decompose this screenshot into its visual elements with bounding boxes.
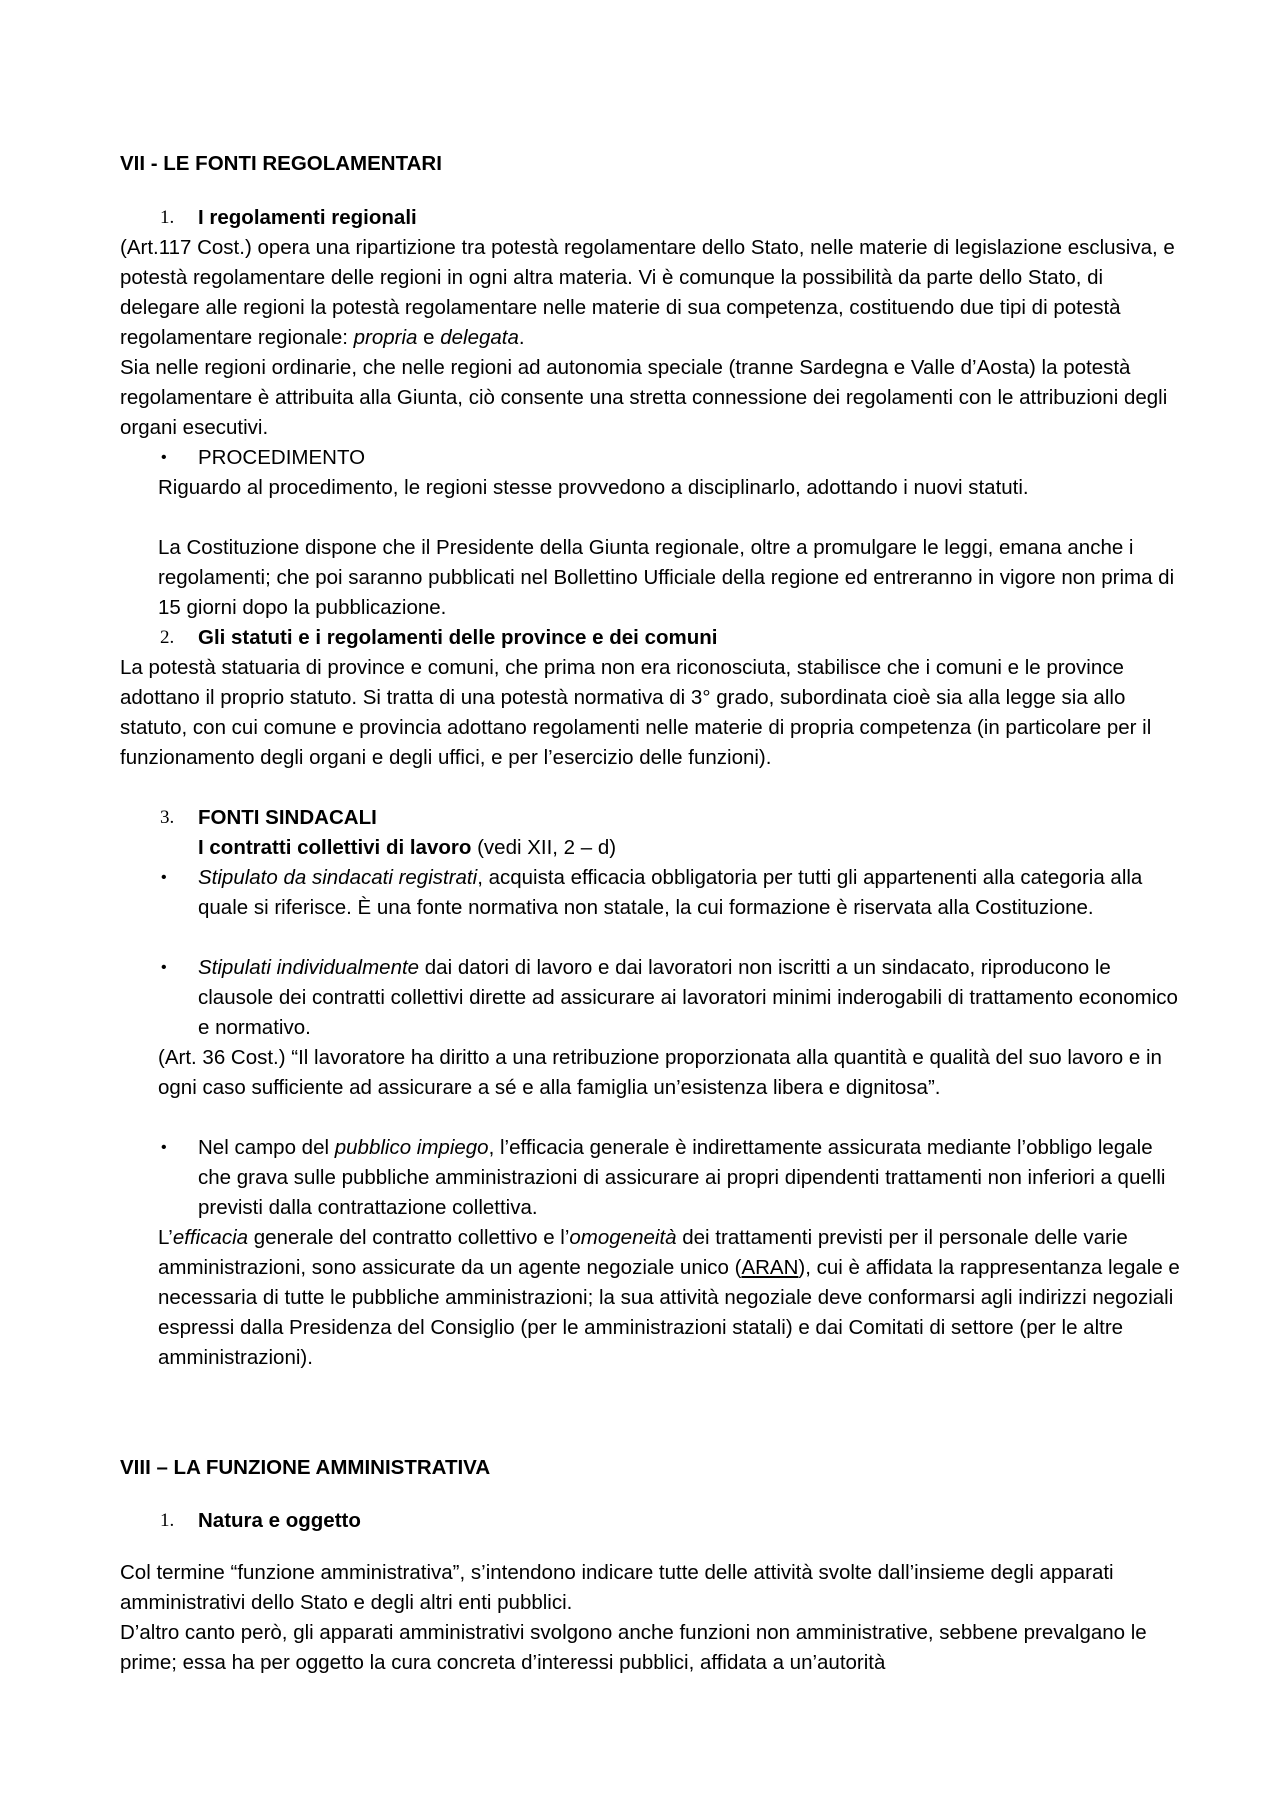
- paragraph: [158, 1223, 1180, 1373]
- bullet-paragraph: [198, 1133, 1180, 1223]
- text-italic: efficacia: [172, 1226, 249, 1249]
- text: generale del contratto collettivo e l’: [248, 1226, 570, 1249]
- text: dei trattamenti previsti per il personale delle varie amministrazioni, sono assicurate da un agente negoziale unico (: [158, 1226, 1128, 1279]
- paragraph: Sia nelle regioni ordinarie, che nelle regioni ad autonomia speciale (tranne Sardegna e Valle d’Aosta) la potestà regolamentare è attribuita alla Giunta, ciò consente una stretta connessione dei regolamenti con le attribuzioni degli organi esecutivi.: [120, 356, 1168, 439]
- heading-fonti-sindacali: FONTI SINDACALI: [198, 806, 377, 829]
- heading-regolamenti-regionali: I regolamenti regionali: [198, 206, 417, 229]
- bullet: •: [161, 959, 167, 976]
- text: , l’efficacia generale è indirettamente assicurata mediante l’obbligo legale che grava sulle pubbliche amministrazioni di assicurare ai propri dipendenti trattamenti non inferiori a quelli previsti dalla contrattazione collettiva.: [198, 1136, 1166, 1219]
- list-number: 2.: [160, 627, 175, 648]
- text: L’: [158, 1226, 173, 1249]
- bullet: •: [161, 449, 167, 466]
- text-italic: pubblico impiego: [334, 1136, 489, 1159]
- text-underlined: ARAN: [741, 1256, 799, 1279]
- list-number: 3.: [160, 807, 175, 828]
- paragraph: Riguardo al procedimento, le regioni stesse provvedono a disciplinarlo, adottando i nuovi statuti.: [158, 476, 1029, 499]
- section-title-viii: VIII – LA FUNZIONE AMMINISTRATIVA: [120, 1456, 491, 1479]
- paragraph: La Costituzione dispone che il Presidente della Giunta regionale, oltre a promulgare le leggi, emana anche i regolamenti; che poi saranno pubblicati nel Bollettino Ufficiale della regione ed entreranno in vigore non prima di 15 giorni dopo la pubblicazione.: [158, 536, 1175, 619]
- paragraph: D’altro canto però, gli apparati amministrativi svolgono anche funzioni non amministrative, sebbene prevalgano le prime; essa ha per oggetto la cura concreta d’interessi pubblici, affidata a un’autorità: [120, 1621, 1147, 1674]
- list-number: 1.: [160, 207, 175, 228]
- list-number: 1.: [160, 1510, 175, 1531]
- paragraph: [120, 233, 1180, 353]
- text-italic: propria: [353, 326, 418, 349]
- bullet: •: [161, 869, 167, 886]
- bullet-paragraph: [198, 863, 1180, 923]
- sub-heading-contratti: [198, 833, 1098, 863]
- paragraph: La potestà statuaria di province e comuni, che prima non era riconosciuta, stabilisce che i comuni e le province adottano il proprio statuto. Si tratta di una potestà normativa di 3° grado, subordinata cioè sia alla legge sia allo statuto, con cui comune e provincia adottano regolamenti nelle materie di propria competenza (in particolare per il funzionamento degli organi e degli uffici, e per l’esercizio delle funzioni).: [120, 656, 1152, 769]
- bullet: •: [161, 1139, 167, 1156]
- text: ), cui è affidata la rappresentanza legale e necessaria di tutte le pubbliche amministrazioni; la sua attività negoziale deve conformarsi agli indirizzi negoziali espressi dalla Presidenza del Consiglio (per le amministrazioni statali) e dai Comitati di settore (per le altre amministrazioni).: [158, 1256, 1180, 1369]
- text-bold: I contratti collettivi di lavoro: [198, 836, 472, 859]
- text: dai datori di lavoro e dai lavoratori non iscritti a un sindacato, riproducono le clausole dei contratti collettivi dirette ad assicurare ai lavoratori minimi inderogabili di trattamento economico e normativo.: [198, 956, 1178, 1039]
- text: (Art.117 Cost.) opera una ripartizione tra potestà regolamentare dello Stato, nelle materie di legislazione esclusiva, e potestà regolamentare delle regioni in ogni altra materia. Vi è comunque la possibilità da parte dello Stato, di delegare alle regioni la potestà regolamentare nelle materie di sua competenza, costituendo due tipi di potestà regolamentare regionale:: [120, 236, 1175, 349]
- heading-natura-oggetto: Natura e oggetto: [198, 1509, 361, 1532]
- text-italic: omogeneità: [569, 1226, 677, 1249]
- sub-heading-procedimento: PROCEDIMENTO: [198, 446, 366, 469]
- text-italic: Stipulati individualmente: [198, 956, 420, 979]
- text: e: [417, 326, 441, 349]
- quote-paragraph: (Art. 36 Cost.) “Il lavoratore ha diritto a una retribuzione proporzionata alla quantità e qualità del suo lavoro e in ogni caso sufficiente ad assicurare a sé e alla famiglia un’esistenza libera e dignitosa”.: [158, 1046, 1162, 1099]
- paragraph: Col termine “funzione amministrativa”, s’intendono indicare tutte delle attività svolte dall’insieme degli apparati amministrativi dello Stato e degli altri enti pubblici.: [120, 1561, 1114, 1614]
- text: , acquista efficacia obbligatoria per tutti gli appartenenti alla categoria alla quale si riferisce. È una fonte normativa non statale, la cui formazione è riservata alla Costituzione.: [198, 866, 1143, 919]
- bullet-paragraph: [198, 953, 1180, 1043]
- text-italic: delegata: [440, 326, 519, 349]
- text-italic: Stipulato da sindacati registrati: [198, 866, 478, 889]
- heading-statuti: Gli statuti e i regolamenti delle province e dei comuni: [198, 626, 718, 649]
- text: Nel campo del: [198, 1136, 335, 1159]
- section-title-vii: VII - LE FONTI REGOLAMENTARI: [120, 152, 442, 175]
- text: (vedi XII, 2 – d): [471, 836, 617, 859]
- text: .: [518, 326, 525, 349]
